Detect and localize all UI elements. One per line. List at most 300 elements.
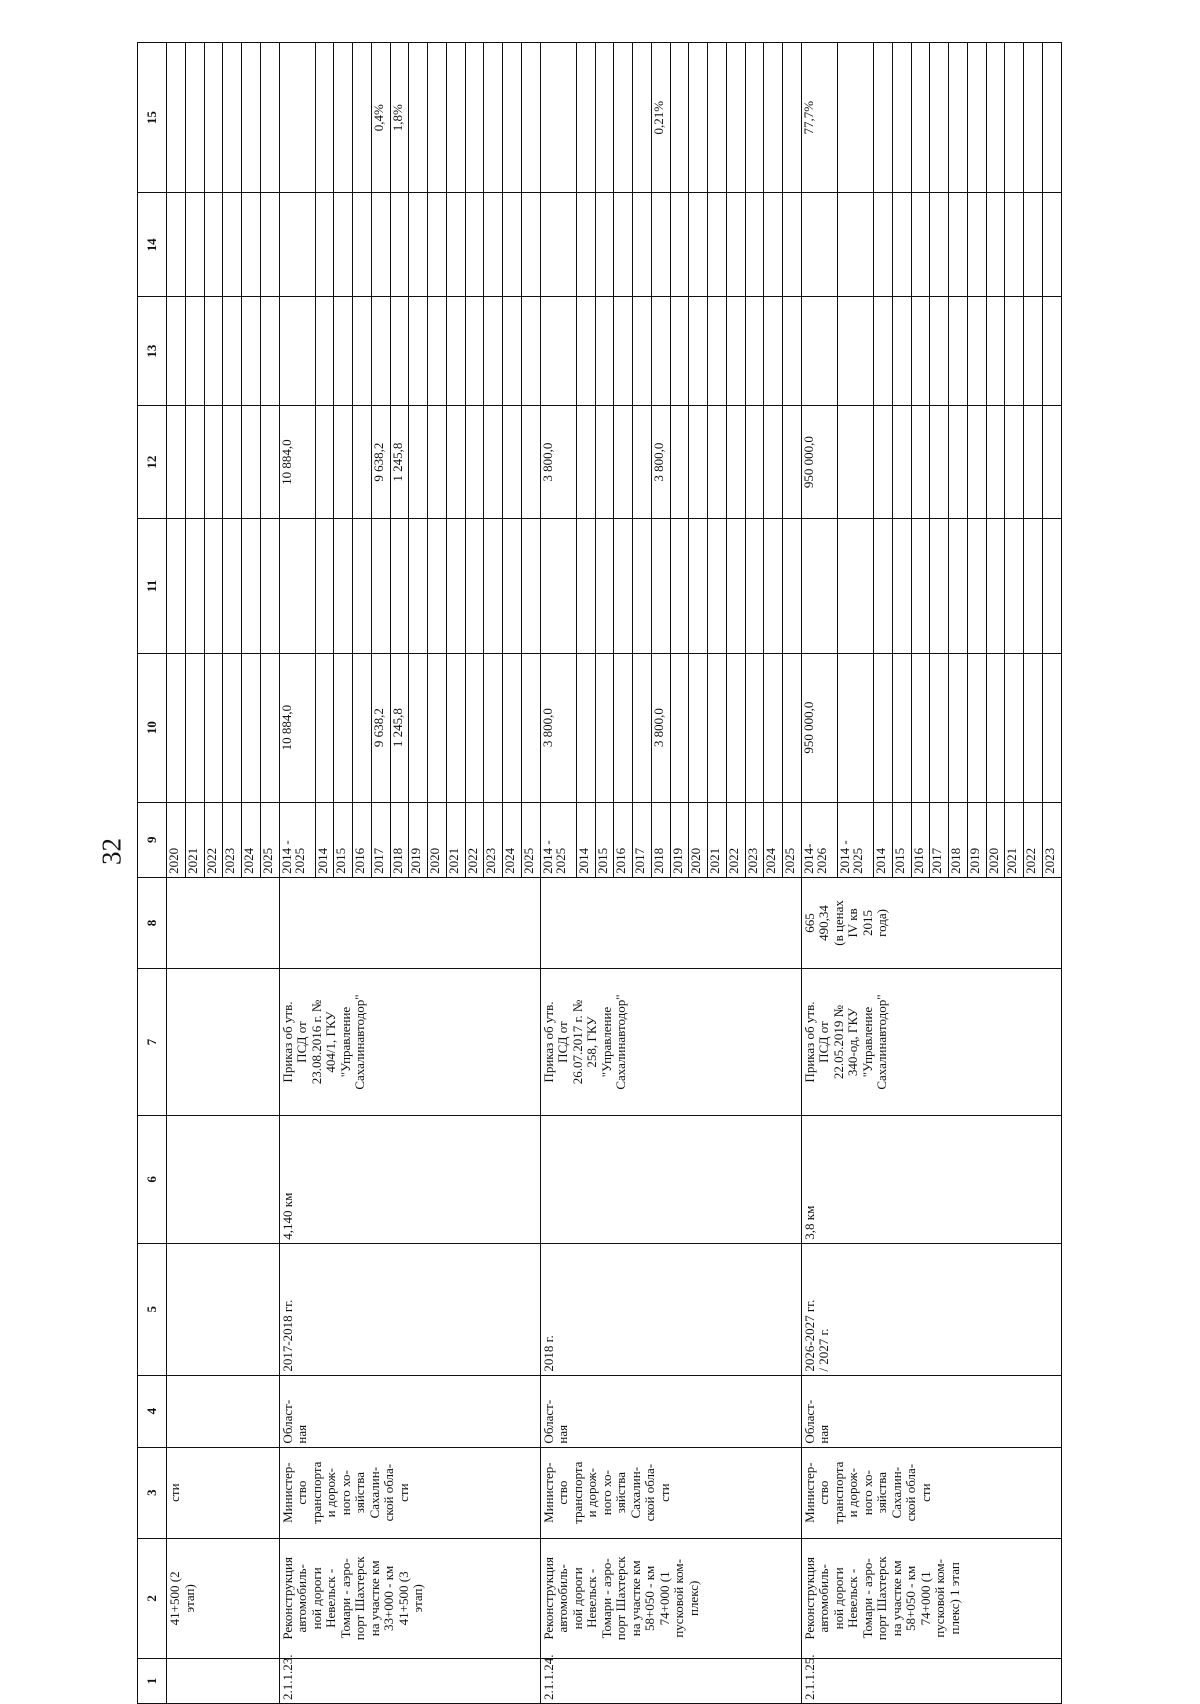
value-cell-c13 xyxy=(614,297,633,405)
project-name: Реконструкция автомобиль- ной дороги Невельск - Томари - аэро- порт Шахтерск на участке км 58+050 - км 74+000 (1 пусковой ком- плекс) 1 этап xyxy=(801,1538,1061,1658)
year-cell: 2023 xyxy=(484,802,503,877)
value-cell-c13 xyxy=(446,297,465,405)
value-cell-c10 xyxy=(576,653,595,802)
value-cell-c13 xyxy=(874,297,893,405)
value-cell-c12 xyxy=(1005,405,1024,519)
project-cost xyxy=(540,877,801,968)
year-cell: 2018 xyxy=(390,802,409,877)
value-cell-c12 xyxy=(334,405,353,519)
column-number-row xyxy=(138,43,167,1704)
value-cell-c15: 0,4% xyxy=(371,43,390,193)
value-cell-c12: 10 884,0 xyxy=(279,405,315,519)
program-table xyxy=(137,42,1062,1704)
cont-col-7-cell xyxy=(167,969,280,1116)
year-cell: 2024 xyxy=(764,802,783,877)
year-cell: 2024 xyxy=(503,802,522,877)
value-cell-c15 xyxy=(670,43,689,193)
value-cell-c14 xyxy=(576,193,595,297)
value-cell-c10 xyxy=(949,653,968,802)
value-cell-c11 xyxy=(892,519,911,653)
value-cell-c13 xyxy=(353,297,372,405)
value-cell xyxy=(204,519,223,653)
year-cell: 2021 xyxy=(1005,802,1024,877)
value-cell-c10 xyxy=(465,653,484,802)
value-cell-c10 xyxy=(670,653,689,802)
year-cell: 2016 xyxy=(353,802,372,877)
value-cell-c11 xyxy=(986,519,1005,653)
year-cell: 2021 xyxy=(708,802,727,877)
year-cell: 2018 xyxy=(651,802,670,877)
value-cell xyxy=(242,43,261,193)
value-cell-c15 xyxy=(428,43,447,193)
project-document: Приказ об утв. ПСД от 26.07.2017 г. № 258, ГКУ "Управление Сахалинавтодор" xyxy=(540,969,801,1116)
value-cell-c13 xyxy=(503,297,522,405)
value-cell-c10 xyxy=(633,653,652,802)
year-cell: 2020 xyxy=(167,802,186,877)
project-ministry: Министер- ство транспорта и дорож- ного хо- зяйства Сахалин- ской обла- сти xyxy=(801,1447,1061,1538)
value-cell xyxy=(167,519,186,653)
value-cell-c14 xyxy=(708,193,727,297)
value-cell-c14 xyxy=(801,193,837,297)
column-number-10: 10 xyxy=(138,653,167,802)
value-cell-c10 xyxy=(892,653,911,802)
value-cell-c15 xyxy=(708,43,727,193)
value-cell-c14 xyxy=(949,193,968,297)
project-length xyxy=(540,1116,801,1244)
value-cell-c10 xyxy=(484,653,503,802)
table-row xyxy=(540,43,576,1704)
value-cell-c11 xyxy=(949,519,968,653)
value-cell-c14 xyxy=(967,193,986,297)
value-cell-c14 xyxy=(1005,193,1024,297)
value-cell-c10 xyxy=(503,653,522,802)
value-cell-c11 xyxy=(353,519,372,653)
value-cell xyxy=(223,297,242,405)
value-cell-c12 xyxy=(1042,405,1061,519)
value-cell-c13 xyxy=(838,297,874,405)
value-cell-c14 xyxy=(689,193,708,297)
value-cell-c15 xyxy=(986,43,1005,193)
year-cell: 2024 xyxy=(242,802,261,877)
value-cell-c10 xyxy=(986,653,1005,802)
value-cell-c10: 3 800,0 xyxy=(540,653,576,802)
value-cell-c11 xyxy=(708,519,727,653)
value-cell-c10 xyxy=(409,653,428,802)
value-cell-c10 xyxy=(334,653,353,802)
value-cell-c13 xyxy=(465,297,484,405)
value-cell-c15: 0,21% xyxy=(651,43,670,193)
rotated-table-container xyxy=(137,42,1062,1704)
value-cell-c14 xyxy=(911,193,930,297)
year-cell: 2020 xyxy=(986,802,1005,877)
value-cell-c10 xyxy=(930,653,949,802)
value-cell-c11 xyxy=(334,519,353,653)
table-row xyxy=(801,43,837,1704)
value-cell-c12 xyxy=(986,405,1005,519)
value-cell-c11 xyxy=(576,519,595,653)
year-cell: 2022 xyxy=(726,802,745,877)
value-cell xyxy=(223,405,242,519)
value-cell xyxy=(204,405,223,519)
value-cell-c15 xyxy=(911,43,930,193)
year-cell: 2020 xyxy=(428,802,447,877)
value-cell-c11 xyxy=(874,519,893,653)
value-cell xyxy=(185,297,204,405)
value-cell-c13 xyxy=(279,297,315,405)
project-length: 4,140 км xyxy=(279,1116,540,1244)
value-cell-c14 xyxy=(371,193,390,297)
value-cell-c12 xyxy=(446,405,465,519)
value-cell-c15 xyxy=(446,43,465,193)
value-cell xyxy=(167,297,186,405)
value-cell-c14 xyxy=(503,193,522,297)
year-cell: 2021 xyxy=(446,802,465,877)
page-number: 32 xyxy=(96,838,127,865)
year-cell: 2014 xyxy=(874,802,893,877)
value-cell-c12 xyxy=(576,405,595,519)
value-cell-c15 xyxy=(503,43,522,193)
year-cell: 2023 xyxy=(223,802,242,877)
project-name: Реконструкция автомобиль- ной дороги Невельск - Томари - аэро- порт Шахтерск на участке км 33+000 - км 41+500 (3 этап) xyxy=(279,1538,540,1658)
value-cell xyxy=(185,653,204,802)
value-cell-c10: 9 638,2 xyxy=(371,653,390,802)
value-cell-c11 xyxy=(390,519,409,653)
value-cell-c15 xyxy=(1005,43,1024,193)
value-cell xyxy=(167,193,186,297)
column-number-2: 2 xyxy=(138,1538,167,1658)
value-cell-c15 xyxy=(764,43,783,193)
value-cell-c15 xyxy=(967,43,986,193)
table-row xyxy=(279,43,315,1704)
project-cost: 665 490,34 (в ценах IV кв 2015 года) xyxy=(801,877,1061,968)
value-cell-c13 xyxy=(633,297,652,405)
year-cell: 2017 xyxy=(930,802,949,877)
value-cell-c11 xyxy=(745,519,764,653)
year-cell: 2023 xyxy=(1042,802,1061,877)
value-cell-c11 xyxy=(279,519,315,653)
value-cell-c10 xyxy=(1024,653,1043,802)
value-cell-c11 xyxy=(764,519,783,653)
project-ministry: Министер- ство транспорта и дорож- ного хо- зяйства Сахалин- ской обла- сти xyxy=(279,1447,540,1538)
table-body xyxy=(167,43,1062,1704)
value-cell-c13 xyxy=(801,297,837,405)
value-cell-c14 xyxy=(279,193,315,297)
value-cell-c11 xyxy=(521,519,540,653)
column-number-8: 8 xyxy=(138,877,167,968)
value-cell-c12 xyxy=(689,405,708,519)
value-cell-c11 xyxy=(651,519,670,653)
year-cell: 2022 xyxy=(204,802,223,877)
value-cell-c11 xyxy=(540,519,576,653)
value-cell-c12 xyxy=(838,405,874,519)
value-cell xyxy=(185,405,204,519)
value-cell-c14 xyxy=(353,193,372,297)
year-cell: 2015 xyxy=(892,802,911,877)
value-cell-c13 xyxy=(911,297,930,405)
value-cell-c15 xyxy=(689,43,708,193)
value-cell-c12 xyxy=(614,405,633,519)
value-cell-c14 xyxy=(1042,193,1061,297)
value-cell-c12 xyxy=(315,405,334,519)
value-cell-c13 xyxy=(484,297,503,405)
value-cell-c14 xyxy=(315,193,334,297)
value-cell-c14 xyxy=(651,193,670,297)
value-cell-c11 xyxy=(465,519,484,653)
value-cell-c14 xyxy=(764,193,783,297)
value-cell-c10: 3 800,0 xyxy=(651,653,670,802)
value-cell-c11 xyxy=(409,519,428,653)
value-cell xyxy=(223,43,242,193)
value-cell xyxy=(204,43,223,193)
project-ownership: Област- ная xyxy=(801,1375,1061,1447)
value-cell-c11 xyxy=(484,519,503,653)
value-cell-c12 xyxy=(595,405,614,519)
value-cell-c11 xyxy=(371,519,390,653)
value-cell-c10 xyxy=(967,653,986,802)
table-header xyxy=(138,43,167,1704)
value-cell-c13 xyxy=(1042,297,1061,405)
value-cell-c12: 3 800,0 xyxy=(540,405,576,519)
value-cell-c12 xyxy=(484,405,503,519)
value-cell xyxy=(242,519,261,653)
value-cell-c13 xyxy=(708,297,727,405)
value-cell-c13 xyxy=(892,297,911,405)
year-cell: 2017 xyxy=(633,802,652,877)
value-cell-c14 xyxy=(428,193,447,297)
value-cell-c14 xyxy=(334,193,353,297)
value-cell-c14 xyxy=(930,193,949,297)
value-cell-c10 xyxy=(708,653,727,802)
value-cell-c12: 1 245,8 xyxy=(390,405,409,519)
value-cell-c11 xyxy=(633,519,652,653)
value-cell xyxy=(260,297,279,405)
value-cell xyxy=(223,519,242,653)
value-cell-c15 xyxy=(614,43,633,193)
value-cell-c14 xyxy=(465,193,484,297)
column-number-3: 3 xyxy=(138,1447,167,1538)
value-cell-c12 xyxy=(1024,405,1043,519)
value-cell-c13 xyxy=(390,297,409,405)
value-cell xyxy=(167,653,186,802)
value-cell-c15 xyxy=(465,43,484,193)
cont-col-4-cell xyxy=(167,1375,280,1447)
value-cell-c12 xyxy=(726,405,745,519)
value-cell-c15 xyxy=(892,43,911,193)
column-number-11: 11 xyxy=(138,519,167,653)
value-cell xyxy=(185,519,204,653)
year-cell: 2017 xyxy=(371,802,390,877)
year-cell: 2014 xyxy=(576,802,595,877)
value-cell-c12: 3 800,0 xyxy=(651,405,670,519)
value-cell-c14 xyxy=(595,193,614,297)
value-cell-c13 xyxy=(1024,297,1043,405)
value-cell xyxy=(204,653,223,802)
value-cell-c14 xyxy=(986,193,1005,297)
value-cell xyxy=(260,193,279,297)
value-cell-c12 xyxy=(670,405,689,519)
value-cell-c11 xyxy=(446,519,465,653)
cont-name-cell: 41+500 (2 этап) xyxy=(167,1538,280,1658)
value-cell-c11 xyxy=(670,519,689,653)
value-cell-c15 xyxy=(874,43,893,193)
year-cell: 2014 - 2025 xyxy=(838,802,874,877)
value-cell-c12 xyxy=(949,405,968,519)
value-cell-c14 xyxy=(521,193,540,297)
value-cell-c13 xyxy=(670,297,689,405)
value-cell-c15 xyxy=(838,43,874,193)
value-cell-c11 xyxy=(967,519,986,653)
value-cell-c13 xyxy=(949,297,968,405)
value-cell-c15 xyxy=(949,43,968,193)
value-cell-c15 xyxy=(484,43,503,193)
value-cell-c12: 950 000,0 xyxy=(801,405,837,519)
value-cell-c14 xyxy=(874,193,893,297)
project-document: Приказ об утв. ПСД от 22.05.2019 № 340-од, ГКУ "Управление Сахалинавтодор" xyxy=(801,969,1061,1116)
value-cell-c12 xyxy=(911,405,930,519)
column-number-6: 6 xyxy=(138,1116,167,1244)
value-cell-c13 xyxy=(745,297,764,405)
value-cell-c14 xyxy=(745,193,764,297)
table-row xyxy=(167,43,186,1704)
column-number-13: 13 xyxy=(138,297,167,405)
value-cell-c11 xyxy=(838,519,874,653)
value-cell-c11 xyxy=(595,519,614,653)
year-cell: 2014 - 2025 xyxy=(279,802,315,877)
year-cell: 2020 xyxy=(689,802,708,877)
value-cell-c12 xyxy=(967,405,986,519)
value-cell-c10 xyxy=(874,653,893,802)
value-cell-c11 xyxy=(503,519,522,653)
value-cell-c13 xyxy=(986,297,1005,405)
column-number-4: 4 xyxy=(138,1375,167,1447)
value-cell-c11 xyxy=(801,519,837,653)
value-cell-c10 xyxy=(353,653,372,802)
value-cell-c13 xyxy=(967,297,986,405)
value-cell-c15 xyxy=(521,43,540,193)
value-cell-c10: 950 000,0 xyxy=(801,653,837,802)
value-cell-c12 xyxy=(874,405,893,519)
value-cell-c12 xyxy=(503,405,522,519)
year-cell: 2015 xyxy=(334,802,353,877)
value-cell xyxy=(242,297,261,405)
value-cell-c10 xyxy=(521,653,540,802)
value-cell-c12 xyxy=(633,405,652,519)
value-cell-c10 xyxy=(614,653,633,802)
value-cell xyxy=(185,193,204,297)
project-period: 2018 г. xyxy=(540,1243,801,1375)
year-cell: 2016 xyxy=(614,802,633,877)
value-cell-c10 xyxy=(595,653,614,802)
value-cell-c12 xyxy=(930,405,949,519)
value-cell-c12 xyxy=(708,405,727,519)
value-cell-c15 xyxy=(315,43,334,193)
value-cell-c13 xyxy=(726,297,745,405)
value-cell xyxy=(242,653,261,802)
value-cell-c10 xyxy=(1042,653,1061,802)
value-cell-c14 xyxy=(670,193,689,297)
cont-col-5-cell xyxy=(167,1243,280,1375)
cont-col-6-cell xyxy=(167,1116,280,1244)
year-cell: 2014 - 2025 xyxy=(540,802,576,877)
value-cell-c14 xyxy=(614,193,633,297)
value-cell-c11 xyxy=(1024,519,1043,653)
value-cell-c12 xyxy=(409,405,428,519)
value-cell-c15 xyxy=(540,43,576,193)
value-cell xyxy=(223,193,242,297)
value-cell-c13 xyxy=(595,297,614,405)
project-period: 2026-2027 гг. / 2027 г. xyxy=(801,1243,1061,1375)
value-cell xyxy=(223,653,242,802)
value-cell-c14 xyxy=(838,193,874,297)
project-ministry: Министер- ство транспорта и дорож- ного хо- зяйства Сахалин- ской обла- сти xyxy=(540,1447,801,1538)
value-cell-c15 xyxy=(726,43,745,193)
value-cell-c10 xyxy=(838,653,874,802)
value-cell-c15 xyxy=(576,43,595,193)
value-cell-c13 xyxy=(334,297,353,405)
value-cell-c14 xyxy=(633,193,652,297)
column-number-9: 9 xyxy=(138,802,167,877)
value-cell-c15 xyxy=(930,43,949,193)
value-cell xyxy=(242,405,261,519)
year-cell: 2019 xyxy=(409,802,428,877)
value-cell-c11 xyxy=(783,519,802,653)
value-cell-c15 xyxy=(353,43,372,193)
value-cell-c13 xyxy=(540,297,576,405)
value-cell-c10: 10 884,0 xyxy=(279,653,315,802)
year-cell: 2021 xyxy=(185,802,204,877)
value-cell-c14 xyxy=(540,193,576,297)
value-cell-c11 xyxy=(1042,519,1061,653)
value-cell-c15 xyxy=(745,43,764,193)
value-cell-c13 xyxy=(576,297,595,405)
value-cell-c13 xyxy=(409,297,428,405)
column-number-14: 14 xyxy=(138,193,167,297)
project-document: Приказ об утв. ПСД от 23.08.2016 г. № 404/1, ГКУ "Управление Сахалинавтодор" xyxy=(279,969,540,1116)
value-cell-c15 xyxy=(279,43,315,193)
value-cell xyxy=(260,43,279,193)
project-ownership: Област- ная xyxy=(540,1375,801,1447)
value-cell-c10 xyxy=(783,653,802,802)
value-cell-c10 xyxy=(689,653,708,802)
value-cell-c13 xyxy=(1005,297,1024,405)
value-cell-c13 xyxy=(764,297,783,405)
value-cell-c10 xyxy=(911,653,930,802)
year-cell: 2023 xyxy=(745,802,764,877)
value-cell-c14 xyxy=(409,193,428,297)
value-cell-c13 xyxy=(930,297,949,405)
year-cell: 2025 xyxy=(521,802,540,877)
cont-ministry-cell: сти xyxy=(167,1447,280,1538)
value-cell-c11 xyxy=(315,519,334,653)
year-cell: 2015 xyxy=(595,802,614,877)
value-cell-c13 xyxy=(371,297,390,405)
year-cell: 2019 xyxy=(967,802,986,877)
value-cell-c12 xyxy=(892,405,911,519)
column-number-12: 12 xyxy=(138,405,167,519)
value-cell-c12 xyxy=(465,405,484,519)
value-cell-c14 xyxy=(1024,193,1043,297)
value-cell xyxy=(260,405,279,519)
value-cell-c15 xyxy=(1024,43,1043,193)
year-cell: 2022 xyxy=(465,802,484,877)
value-cell-c10 xyxy=(428,653,447,802)
value-cell-c11 xyxy=(614,519,633,653)
value-cell-c15 xyxy=(783,43,802,193)
project-length: 3,8 км xyxy=(801,1116,1061,1244)
value-cell-c15 xyxy=(1042,43,1061,193)
year-cell: 2016 xyxy=(911,802,930,877)
value-cell-c11 xyxy=(428,519,447,653)
